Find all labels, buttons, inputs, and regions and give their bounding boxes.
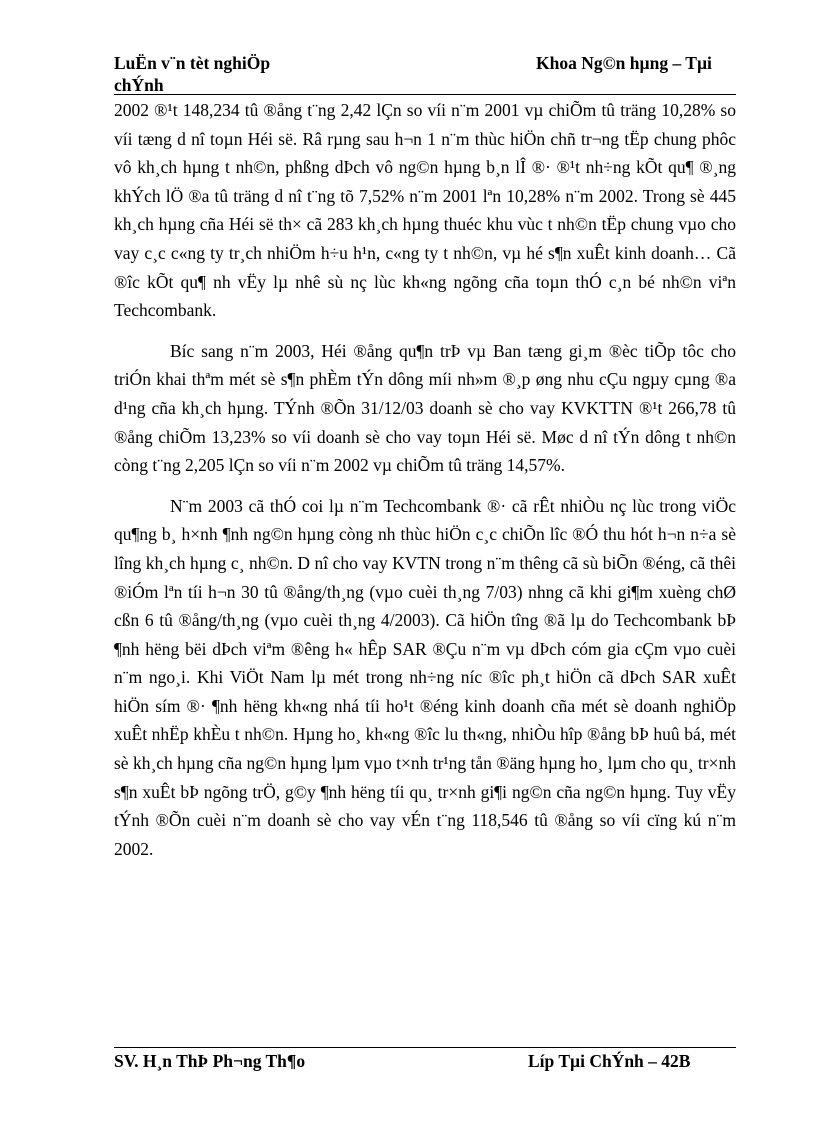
footer-class-name: Líp Tµi ChÝnh – 42B	[528, 1051, 691, 1071]
paragraph: Bíc sang n¨m 2003, Héi ®ång qu¶n trÞ vµ Ban tæng gi¸m ®èc tiÕp tôc cho triÓn khai thªm mét sè s¶n phÈm tÝn dông míi nh»m ®¸p øng nhu cÇu ngµy cµng ®a d¹ng cña kh¸ch hµng. TÝnh ®Õn 31/12/03 doanh sè cho vay KVKTTN ®¹t 266,78 tû ®ång chiÕm 13,23% so víi doanh sè cho vay toµn Héi së. Møc d nî tÝn dông t nh©n còng t¨ng 2,205 lÇn so víi n¨m 2002 vµ chiÕm tû träng 14,57%.	[114, 340, 736, 476]
body-text	[114, 96, 736, 875]
footer-divider	[114, 1047, 736, 1048]
header-divider	[114, 94, 736, 95]
paragraph: N¨m 2003 cã thÓ coi lµ n¨m Techcombank ®· cã rÊt nhiÒu nç lùc trong viÖc qu¶ng b¸ h×nh ¶nh ng©n hµng còng nh thùc hiÖn c¸c chiÕn lîc ®Ó thu hót h¬n n÷a sè lîng kh¸ch hµng c¸ nh©n. D nî cho vay KVTN trong n¨m thêng cã sù biÕn ®éng, cã thêi ®iÓm lªn tíi h¬n 30 tû ®ång/th¸ng (vµo cuèi th¸ng 7/03) nhng cã khi gi¶m xuèng chØ cßn 6 tû ®ång/th¸ng (vµo cuèi th¸ng 4/2003). Cã hiÖn tîng ®ã lµ do Techcombank bÞ ¶nh hëng bëi dÞch viªm ®êng h« hÊp SAR ®Çu n¨m vµ dÞch cóm gia cÇm vµo cuèi n¨m ngo¸i. Khi ViÖt Nam lµ mét trong nh÷ng níc ®îc ph¸t hiÖn cã dÞch SAR xuÊt hiÖn sím ®· ¶nh hëng kh«ng nhá tíi ho¹t ®éng kinh doanh cña mét sè doanh nghiÖp xuÊt nhËp khÈu t nh©n. Hµng ho¸ kh«ng ®îc lu th«ng, nhiÒu hîp ®ång bÞ huû bá, mét sè kh¸ch hµng cña ng©n hµng lµm vµo t×nh tr¹ng tån ®äng hµng ho¸ lµm cho qu¸ tr×nh s¶n xuÊt bÞ ngõng trÖ, g©y ¶nh hëng tíi qu¸ tr×nh gi¶i ng©n cña ng©n hµng. Tuy vËy tÝnh ®Õn cuèi n¨m doanh sè cho vay vÉn t¨ng 118,546 tû ®ång so víi cïng kú n¨m 2002.	[114, 495, 736, 859]
footer-student-name: SV. H¸n ThÞ Ph¬ng Th¶o	[114, 1051, 306, 1071]
paragraph-continuation: 2002 ®¹t 148,234 tû ®ång t¨ng 2,42 lÇn so víi n¨m 2001 vµ chiÕm tû träng 10,28% so víi tæng d nî toµn Héi së. Râ rµng sau h¬n 1 n¨m thùc hiÖn chñ tr¬ng tËp chung phôc vô kh¸ch hµng t nh©n, phßng dÞch vô ng©n hµng b¸n lÎ ®· ®¹t nh÷ng kÕt qu¶ ®¸ng khÝch lÖ ®a tû träng d nî t¨ng tõ 7,52% n¨m 2001 lªn 10,28% n¨m 2002. Trong sè 445 kh¸ch hµng cña Héi së th× cã 283 kh¸ch hµng thuéc khu vùc t nh©n tËp chung vµo cho vay c¸c c«ng ty tr¸ch nhiÖm h÷u h¹n, c«ng ty t nh©n, vµ hé s¶n xuÊt kinh doanh… Cã ®îc kÕt qu¶ nh vËy lµ nhê sù nç lùc kh«ng ngõng cña toµn thÓ c¸n bé nh©n viªn Techcombank.	[114, 100, 736, 321]
header-thesis-title: LuËn v¨n tèt nghiÖp chÝnh	[114, 53, 271, 95]
header-faculty-name: Khoa Ng©n hµng – Tµi	[536, 53, 712, 73]
